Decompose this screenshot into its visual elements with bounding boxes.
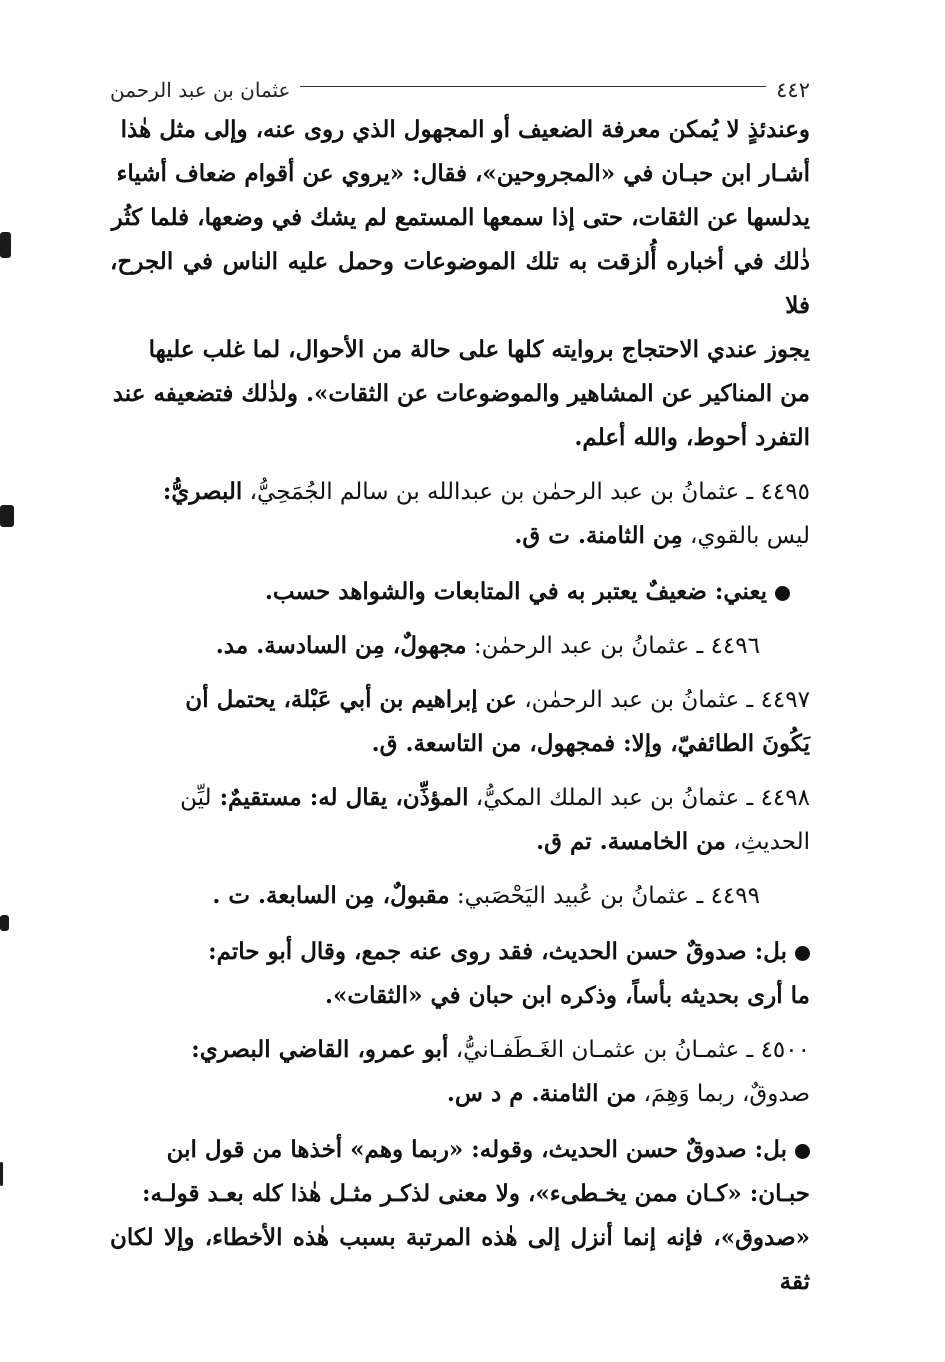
bullet-icon	[795, 1144, 810, 1159]
page-number: ٤٤٢	[776, 78, 810, 102]
book-page	[110, 78, 810, 1304]
entry-text: ٤٤٩٨ ـ عثمانُ بن عبد الملك المكيُّ،	[468, 785, 810, 811]
entry-line	[110, 776, 810, 820]
entry-text: الحديثِ،	[725, 829, 810, 855]
text-line: من المناكير عن المشاهير والموضوعات عن الثقات». ولذٰلك فتضعيفه عند	[112, 380, 810, 407]
entry-line: يَكُونَ الطائفيّ، وإلا: فمجهول، من التاسعة. ق.	[371, 730, 810, 757]
entry-text-bold: من الخامسة. تم ق.	[536, 828, 726, 855]
entry-text: ٤٥٠٠ ـ عثمـانُ بن عثمـان الغَـطَفـانيُّ،	[448, 1037, 810, 1063]
text-line: يجوز عندي الاحتجاج بروايته كلها على حالة من الأحوال، لما غلب عليها	[148, 336, 810, 363]
entry-line	[110, 1072, 810, 1116]
text-line: أشـار ابن حبـان في «المجروحين»، فقال: «يروي عن أقوام ضعاف أشياء	[116, 160, 810, 187]
entry-line	[110, 874, 810, 918]
note-text: يعني: ضعيفٌ يعتبر به في المتابعات والشواهد حسب.	[264, 578, 767, 605]
note-line: «صدوق»، فإنه إنما أنزل إلى هٰذه المرتبة بسبب هٰذه الأخطاء، وإلا لكان ثقة	[110, 1224, 810, 1295]
scan-mark	[0, 505, 14, 527]
page-header	[110, 78, 810, 102]
entry-text: ٤٤٩٩ ـ عثمانُ بن عُبيد اليَحْصَبي:	[449, 883, 760, 909]
entry-text: ٤٤٩٧ ـ عثمانُ بن عبد الرحمٰن،	[516, 687, 810, 713]
bullet-icon	[775, 586, 790, 601]
entry-4499	[110, 874, 810, 918]
entry-line	[110, 470, 810, 514]
note-4500	[110, 1128, 810, 1304]
note-line	[110, 1128, 810, 1172]
note-4495	[110, 570, 810, 614]
note-text: بل: صدوقٌ حسن الحديث، وقوله: «ربما وهم» أخذها من قول ابن	[166, 1136, 787, 1163]
scan-mark	[0, 232, 11, 258]
entry-text: ٤٤٩٥ ـ عثمانُ بن عبد الرحمٰن بن عبدالله بن سالم الجُمَحِيُّ،	[242, 479, 810, 505]
text-line: التفرد أحوط، والله أعلم.	[574, 424, 810, 451]
entry-line	[110, 820, 810, 864]
entry-4496	[110, 624, 810, 668]
running-title: عثمان بن عبد الرحمن	[110, 78, 291, 102]
entry-text: ٤٤٩٦ ـ عثمانُ بن عبد الرحمٰن:	[466, 633, 760, 659]
entry-text: ليس بالقوي،	[682, 523, 810, 549]
bullet-icon	[795, 946, 810, 961]
scan-mark	[0, 1162, 3, 1186]
entry-text-bold: عن إبراهيم بن أبي عَبْلة، يحتمل أن	[185, 686, 517, 713]
scan-mark	[0, 915, 9, 931]
note-text: بل: صدوقٌ حسن الحديث، فقد روى عنه جمع، وقال أبو حاتم:	[208, 938, 787, 965]
text-line: وعندئذٍ لا يُمكن معرفة الضعيف أو المجهول الذي روى عنه، وإلى مثل هٰذا	[120, 116, 810, 143]
text-line: ذٰلك في أخباره أُلزقت به تلك الموضوعات وحمل عليه الناس في الجرح، فلا	[110, 248, 810, 319]
entry-line	[110, 624, 810, 668]
entry-text: صدوقٌ، ربما وَهِمَ،	[636, 1081, 810, 1107]
entry-text-bold: البصريُّ:	[162, 478, 243, 505]
entry-text: ليِّن	[180, 785, 212, 811]
note-4499	[110, 930, 810, 1018]
entry-line	[110, 514, 810, 558]
text-line: يدلسها عن الثقات، حتى إذا سمعها المستمع لم يشك في وضعها، فلما كثُر	[111, 204, 810, 231]
entry-text-bold: أبو عمرو، القاضي البصري:	[191, 1036, 449, 1063]
entry-text-bold: مِن الثامنة. ت ق.	[514, 522, 683, 549]
opening-paragraph	[110, 108, 810, 460]
note-line	[110, 930, 810, 974]
note-line: ما أرى بحديثه بأساً، وذكره ابن حبان في «الثقات».	[325, 982, 810, 1009]
entry-4498	[110, 776, 810, 864]
note-line	[110, 570, 810, 614]
entry-text-bold: من الثامنة. م د س.	[446, 1080, 637, 1107]
note-line: حبـان: «كـان ممن يخـطىء»، ولا معنى لذكـر مثـل هٰذا كله بعـد قولـه:	[142, 1180, 810, 1207]
entry-4497	[110, 678, 810, 766]
entry-4500	[110, 1028, 810, 1116]
entry-4495	[110, 470, 810, 558]
entry-text-bold: المؤذِّن، يقال له: مستقيمٌ:	[211, 784, 469, 811]
header-rule	[300, 86, 766, 87]
entry-line	[110, 1028, 810, 1072]
entry-line	[110, 678, 810, 722]
entry-text-bold: مقبولٌ، مِن السابعة. ت .	[212, 882, 450, 909]
entry-text-bold: مجهولٌ، مِن السادسة. مد.	[215, 632, 467, 659]
